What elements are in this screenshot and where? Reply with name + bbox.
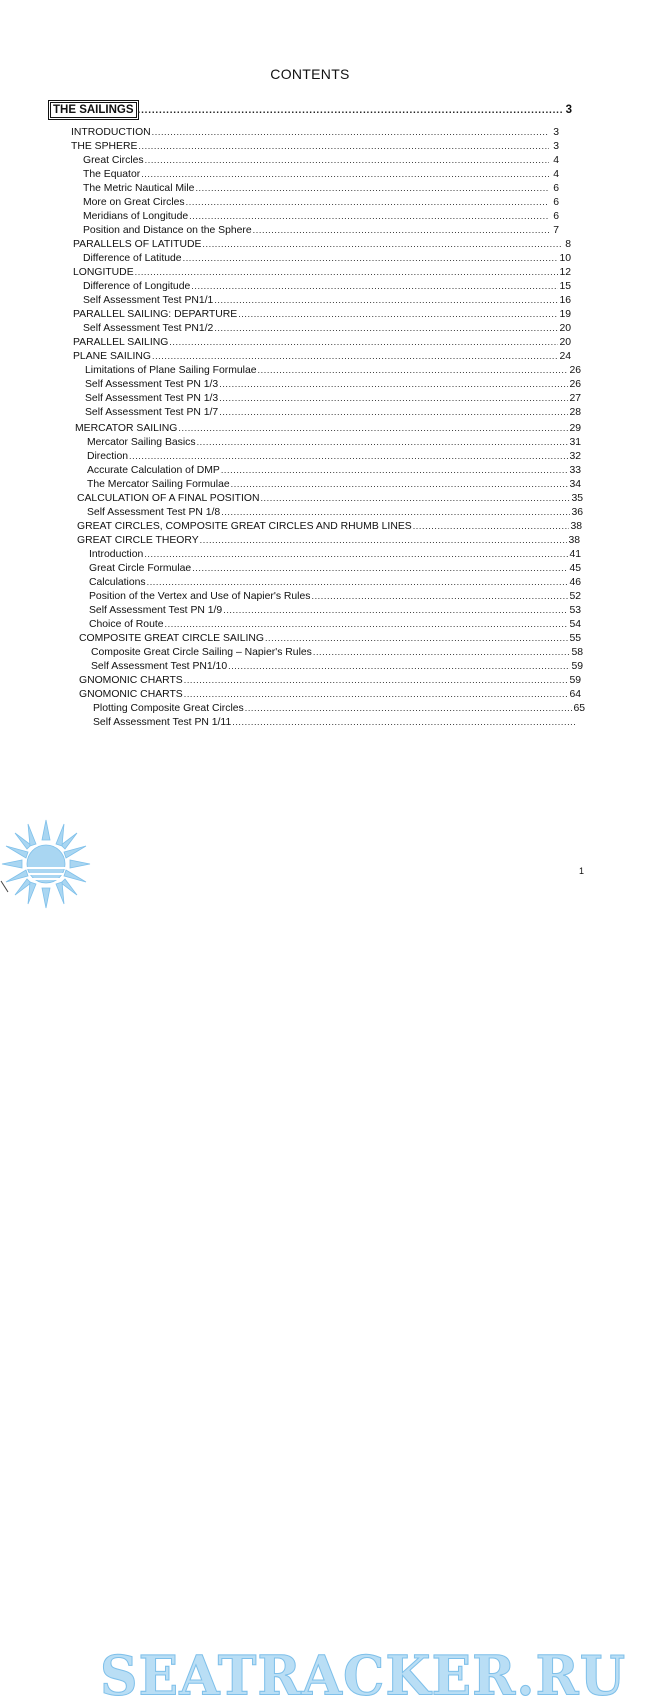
leader-dots — [135, 266, 559, 278]
leader-dots — [183, 252, 559, 264]
toc-entry-label: Self Assessment Test PN1/10 — [91, 661, 228, 672]
toc-entry-label: More on Great Circles — [83, 197, 185, 208]
toc-entry-label: Great Circle Formulae — [89, 563, 192, 574]
toc-entry — [83, 182, 559, 195]
toc-entry-label: Self Assessment Test PN 1/9 — [89, 605, 223, 616]
corner-mark — [0, 880, 10, 894]
leader-dots — [184, 674, 569, 686]
toc-entry-page-number: 46 — [569, 577, 581, 588]
sun-logo-icon — [0, 818, 100, 909]
toc-entry — [89, 604, 581, 617]
leader-dots — [186, 196, 549, 208]
toc-entry — [89, 562, 581, 575]
toc-entry-page-number: 36 — [571, 507, 583, 518]
toc-entry — [87, 506, 583, 519]
toc-entry-label: Composite Great Circle Sailing – Napier's Rules — [91, 647, 312, 658]
toc-entry-page-number: 24 — [559, 351, 571, 362]
toc-entry — [79, 632, 581, 645]
toc-entry-label: Self Assessment Test PN1/2 — [83, 323, 214, 334]
leader-dots — [195, 182, 549, 194]
toc-entry-label: PLANE SAILING — [73, 351, 151, 362]
leader-dots — [165, 618, 569, 630]
leader-dots — [214, 322, 558, 334]
toc-entry-label: Plotting Composite Great Circles — [93, 703, 244, 714]
leader-dots — [169, 336, 558, 348]
toc-entry-label: GREAT CIRCLE THEORY — [77, 535, 199, 546]
toc-entry-page-number: 38 — [570, 521, 582, 532]
toc-entry-page-number: 3 — [553, 127, 559, 138]
toc-entry-page-number: 52 — [569, 591, 581, 602]
toc-entry-label: COMPOSITE GREAT CIRCLE SAILING — [79, 633, 264, 644]
toc-entry-label: INTRODUCTION — [71, 127, 151, 138]
toc-entry-page-number: 26 — [569, 365, 581, 376]
toc-entry — [89, 548, 581, 561]
toc-entry — [77, 520, 582, 533]
section-heading: THE SAILINGS — [50, 102, 137, 118]
toc-entry-label: The Equator — [83, 169, 141, 180]
toc-entry — [79, 688, 581, 701]
toc-entry-label: Mercator Sailing Basics — [87, 437, 196, 448]
toc-entry-page-number: 26 — [569, 379, 581, 390]
toc-entry — [83, 210, 559, 223]
toc-entry-page-number: 31 — [569, 437, 581, 448]
leader-dots — [178, 422, 568, 434]
toc-entry — [89, 590, 581, 603]
toc-entry-label: Self Assessment Test PN 1/3 — [85, 379, 219, 390]
leader-dots — [138, 105, 562, 117]
toc-entry — [75, 422, 581, 435]
leader-dots — [221, 464, 569, 476]
toc-entry-label: Self Assessment Test PN 1/7 — [85, 407, 219, 418]
toc-entry-page-number: 41 — [569, 549, 581, 560]
leader-dots — [202, 238, 561, 250]
toc-entry-page-number: 33 — [569, 465, 581, 476]
toc-entry — [91, 660, 583, 673]
watermark — [0, 818, 645, 1708]
toc-entry-page-number: 45 — [569, 563, 581, 574]
toc-entry — [73, 350, 571, 363]
toc-entry — [83, 322, 571, 335]
watermark-text: SEATRACKER.RU — [100, 1644, 627, 1708]
toc-entry — [73, 308, 571, 321]
toc-entry-label: Position of the Vertex and Use of Napier's Rules — [89, 591, 311, 602]
section-heading-row — [50, 102, 572, 118]
toc-entry-page-number: 16 — [559, 295, 571, 306]
toc-entry-page-number: 6 — [553, 183, 559, 194]
toc-entry-label: LONGITUDE — [73, 267, 134, 278]
toc-entry-label: Position and Distance on the Sphere — [83, 225, 252, 236]
section-page-number: 3 — [565, 104, 572, 116]
toc-entry-label: Great Circles — [83, 155, 144, 166]
toc-entry-label: Introduction — [89, 549, 144, 560]
leader-dots — [221, 506, 570, 518]
toc-entry-page-number: 6 — [553, 197, 559, 208]
toc-entry-page-number: 64 — [569, 689, 581, 700]
toc-entry-page-number: 65 — [573, 703, 585, 714]
toc-entry — [73, 238, 571, 251]
leader-dots — [231, 478, 569, 490]
leader-dots — [219, 406, 568, 418]
toc-entry-label: Difference of Longitude — [83, 281, 191, 292]
leader-dots — [129, 450, 568, 462]
toc-entry — [83, 252, 571, 265]
toc-entry-label: The Mercator Sailing Formulae — [87, 479, 230, 490]
toc-entry-page-number: 8 — [565, 239, 571, 250]
toc-entry-label: Direction — [87, 451, 128, 462]
toc-entry-label: PARALLEL SAILING — [73, 337, 169, 348]
leader-dots — [184, 688, 569, 700]
toc-entry — [85, 392, 581, 405]
toc-entry — [83, 168, 559, 181]
toc-entry-page-number: 15 — [559, 281, 571, 292]
toc-entry-page-number: 6 — [553, 211, 559, 222]
toc-entry — [83, 294, 571, 307]
toc-entry — [71, 126, 559, 139]
toc-entry-page-number: 55 — [569, 633, 581, 644]
toc-entry-page-number: 20 — [559, 337, 571, 348]
toc-entry-page-number: 10 — [559, 253, 571, 264]
toc-entry-page-number: 12 — [559, 267, 571, 278]
toc-entry-label: Self Assessment Test PN 1/3 — [85, 393, 219, 404]
leader-dots — [232, 716, 575, 728]
toc-entry — [71, 140, 559, 153]
toc-entry — [87, 464, 581, 477]
leader-dots — [228, 660, 570, 672]
toc-entry-label: PARALLELS OF LATITUDE — [73, 239, 202, 250]
toc-entry-page-number: 59 — [569, 675, 581, 686]
toc-entry-label: Limitations of Plane Sailing Formulae — [85, 365, 257, 376]
leader-dots — [197, 436, 569, 448]
toc-entry-label: GREAT CIRCLES, COMPOSITE GREAT CIRCLES AND RHUMB LINES — [77, 521, 412, 532]
leader-dots — [245, 702, 573, 714]
toc-entry-label: PARALLEL SAILING: DEPARTURE — [73, 309, 238, 320]
toc-entry-label: Accurate Calculation of DMP — [87, 465, 220, 476]
leader-dots — [200, 534, 568, 546]
toc-entry-page-number: 19 — [559, 309, 571, 320]
leader-dots — [219, 378, 568, 390]
toc-entry — [73, 266, 571, 279]
leader-dots — [147, 576, 569, 588]
toc-entry-label: Difference of Latitude — [83, 253, 182, 264]
toc-entry-page-number: 59 — [571, 661, 583, 672]
toc-entry-page-number: 7 — [553, 225, 559, 236]
toc-entry — [93, 702, 585, 715]
leader-dots — [141, 168, 549, 180]
toc-entry-page-number: 27 — [569, 393, 581, 404]
leader-dots — [223, 604, 568, 616]
toc-entry — [89, 576, 581, 589]
toc-entry-label: THE SPHERE — [71, 141, 138, 152]
toc-entry — [91, 646, 583, 659]
toc-entry-page-number: 4 — [553, 169, 559, 180]
toc-entry-label: Meridians of Longitude — [83, 211, 189, 222]
toc-entry — [83, 196, 559, 209]
toc-entry — [73, 336, 571, 349]
leader-dots — [152, 126, 549, 138]
toc-entry-page-number: 35 — [571, 493, 583, 504]
leader-dots — [311, 590, 568, 602]
toc-entry — [79, 674, 581, 687]
toc-entry-page-number: 4 — [553, 155, 559, 166]
toc-entry-page-number: 54 — [569, 619, 581, 630]
toc-entry-label: GNOMONIC CHARTS — [79, 689, 183, 700]
toc-entry — [87, 478, 581, 491]
toc-entry-label: Self Assessment Test PN1/1 — [83, 295, 214, 306]
leader-dots — [144, 548, 568, 560]
toc-entry — [83, 154, 559, 167]
leader-dots — [214, 294, 558, 306]
toc-entry — [87, 450, 581, 463]
toc-entry-label: Choice of Route — [89, 619, 164, 630]
toc-entry-page-number: 38 — [568, 535, 580, 546]
toc-entry — [83, 224, 559, 237]
leader-dots — [238, 308, 558, 320]
toc-entry-page-number: 32 — [569, 451, 581, 462]
toc-entry — [87, 436, 581, 449]
toc-entry — [77, 534, 580, 547]
toc-entry — [85, 378, 581, 391]
toc-entry-page-number: 58 — [571, 647, 583, 658]
toc-entry — [85, 364, 581, 377]
toc-entry-page-number: 29 — [569, 423, 581, 434]
toc-entry — [83, 280, 571, 293]
leader-dots — [253, 224, 549, 236]
leader-dots — [192, 562, 568, 574]
toc-entry-label: Calculations — [89, 577, 146, 588]
leader-dots — [260, 492, 570, 504]
toc-entry-page-number: 3 — [553, 141, 559, 152]
leader-dots — [313, 646, 571, 658]
toc-entry-page-number: 34 — [569, 479, 581, 490]
leader-dots — [258, 364, 569, 376]
leader-dots — [145, 154, 549, 166]
toc-entry-label: GNOMONIC CHARTS — [79, 675, 183, 686]
page-title: CONTENTS — [270, 66, 350, 82]
toc-entry — [77, 492, 583, 505]
toc-entry-label: Self Assessment Test PN 1/11 — [93, 717, 232, 728]
toc-entry-page-number: 53 — [569, 605, 581, 616]
leader-dots — [219, 392, 568, 404]
footer-page-number: 1 — [579, 866, 585, 876]
toc-entry-label: Self Assessment Test PN 1/8 — [87, 507, 221, 518]
toc-entry-page-number: 20 — [559, 323, 571, 334]
leader-dots — [191, 280, 558, 292]
leader-dots — [189, 210, 549, 222]
leader-dots — [265, 632, 568, 644]
leader-dots — [413, 520, 570, 532]
toc-entry — [89, 618, 581, 631]
toc-entry-page-number: 28 — [569, 407, 581, 418]
toc-entry-label: The Metric Nautical Mile — [83, 183, 195, 194]
toc-entry-label: CALCULATION OF A FINAL POSITION — [77, 493, 260, 504]
leader-dots — [138, 140, 549, 152]
toc-entry — [85, 406, 581, 419]
leader-dots — [152, 350, 558, 362]
toc-entry — [93, 716, 585, 729]
toc-entry-label: MERCATOR SAILING — [75, 423, 178, 434]
